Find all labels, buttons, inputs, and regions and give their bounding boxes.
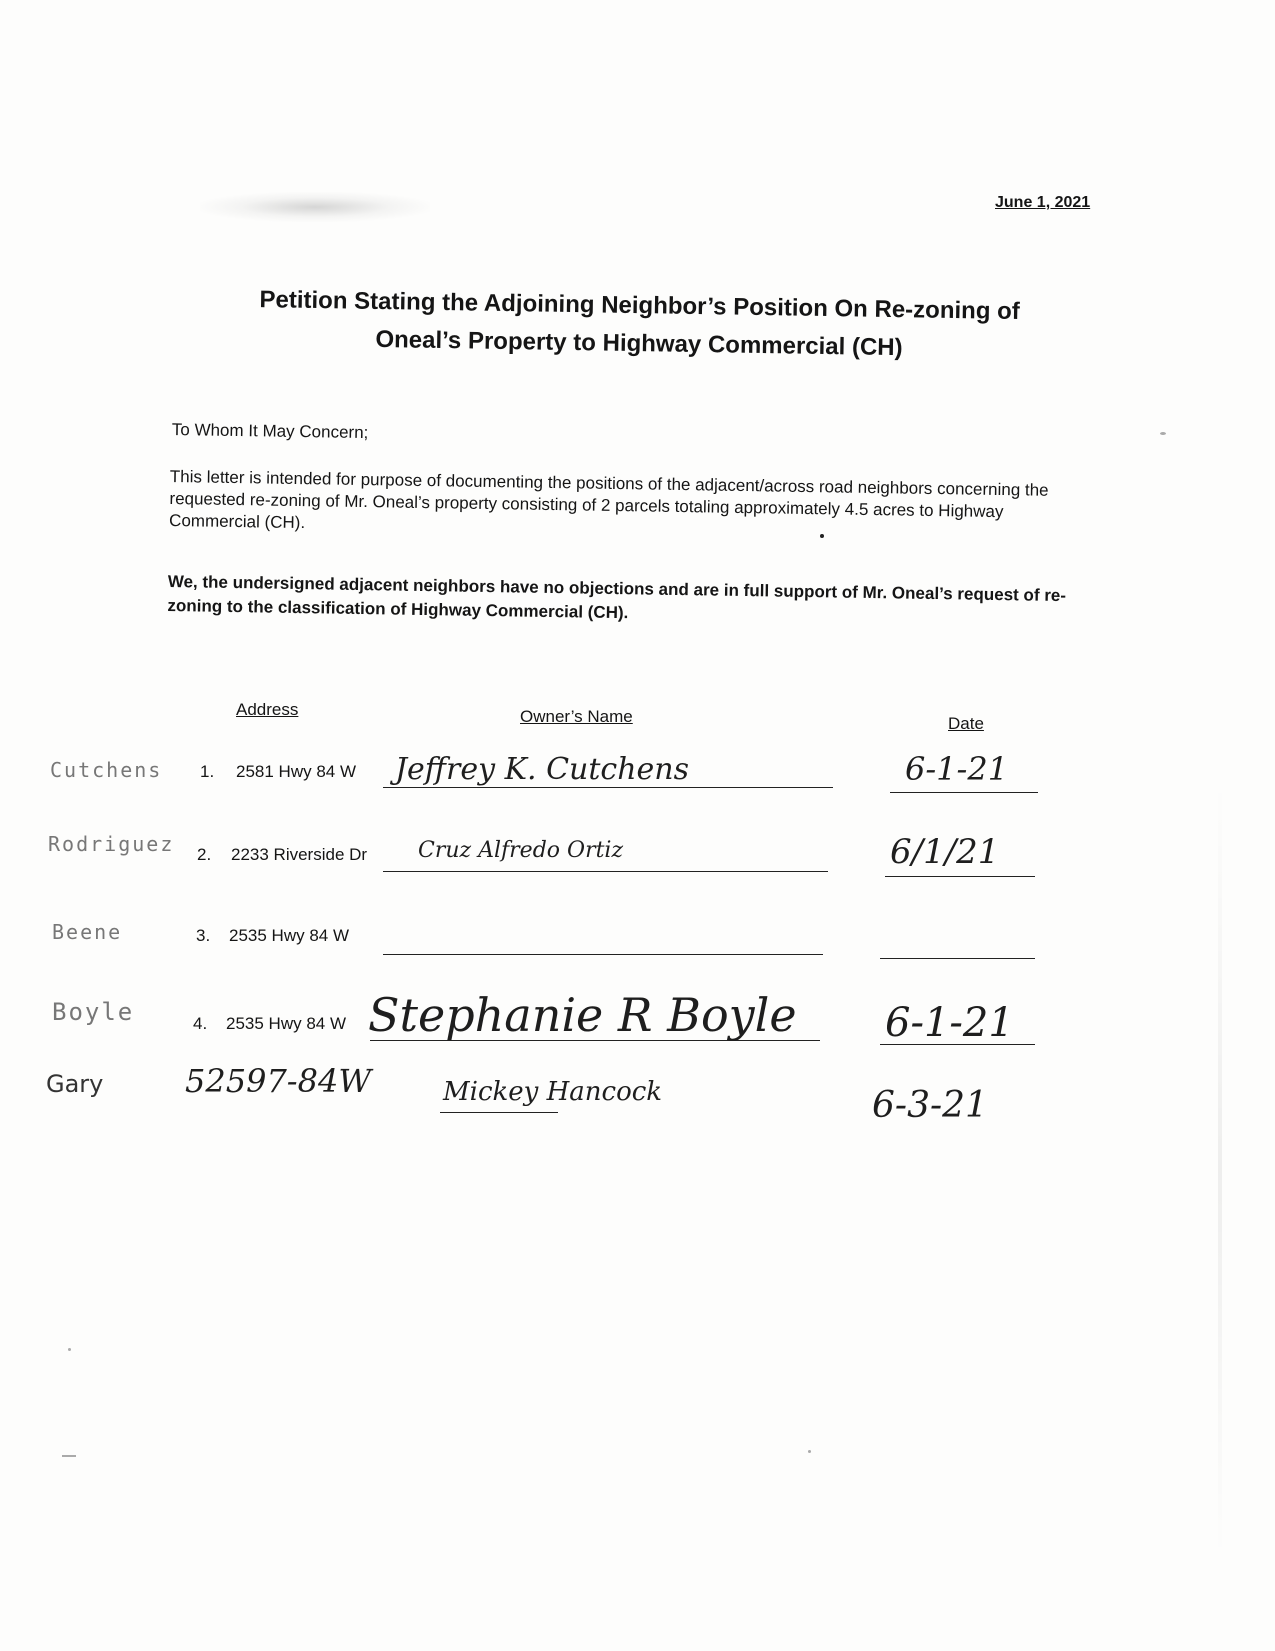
title-line-2: Oneal’s Property to Highway Commercial (CH)	[375, 325, 903, 362]
row-4-number: 4.	[193, 1014, 208, 1033]
scan-smudge	[200, 192, 430, 222]
column-header-owner-name: Owner’s Name	[520, 707, 633, 726]
handwritten-row-date: 6-3-21	[872, 1085, 988, 1126]
support-statement: We, the undersigned adjacent neighbors have no objections and are in full support of Mr. Oneal’s request of re-zoning to the classification of Highway Commercial (CH).	[167, 571, 1067, 623]
row-1-signature: Jeffrey K. Cutchens	[395, 752, 690, 787]
handwritten-row-name: Mickey Hancock	[443, 1077, 663, 1107]
handwritten-row-name-underline	[440, 1112, 558, 1113]
row-2-address: 2233 Riverside Dr	[231, 845, 368, 864]
row-1-address: 2581 Hwy 84 W	[236, 762, 356, 781]
row-2-signature-line	[383, 871, 828, 872]
salutation: To Whom It May Concern;	[171, 420, 369, 443]
row-2-date: 6/1/21	[890, 832, 1000, 872]
title-line-1: Petition Stating the Adjoining Neighbor’s Position On Re-zoning of	[259, 286, 1021, 326]
row-1-date-line	[890, 792, 1038, 793]
margin-note-row-3: Beene	[52, 920, 123, 944]
row-3-number: 3.	[196, 926, 211, 945]
row-4-signature: Stephanie R Boyle	[368, 988, 797, 1042]
margin-note-row-1: Cutchens	[50, 758, 163, 782]
document-date: June 1, 2021	[995, 194, 1091, 211]
purpose-paragraph: This letter is intended for purpose of documenting the positions of the adjacent/across road neighbors concerning the requested re-zoning of Mr. Oneal’s property consisting of 2 parcels totaling approximately 4.5 acres to Highway Commercial (CH).	[168, 466, 1049, 533]
row-1-number: 1.	[200, 762, 215, 781]
scan-speck	[62, 1455, 76, 1457]
row-2-date-line	[885, 876, 1035, 877]
handwritten-row-margin-note: Gary	[46, 1070, 104, 1098]
row-4-address: 2535 Hwy 84 W	[226, 1014, 346, 1033]
page-title	[189, 280, 1090, 370]
scan-speck	[1160, 432, 1166, 435]
handwritten-row-address: 52597-84W	[185, 1062, 372, 1100]
column-header-address: Address	[236, 700, 299, 719]
row-2-signature: Cruz Alfredo Ortiz	[418, 838, 624, 863]
scan-speck	[68, 1348, 71, 1351]
margin-note-row-4: Boyle	[52, 998, 135, 1026]
scan-speck	[808, 1450, 811, 1453]
column-header-date: Date	[948, 714, 984, 733]
scan-edge-shadow	[1218, 780, 1222, 1560]
row-3-address: 2535 Hwy 84 W	[229, 926, 349, 945]
row-1-date: 6-1-21	[905, 750, 1009, 788]
row-3-signature-line	[383, 954, 823, 955]
row-3-date-line	[880, 958, 1035, 959]
margin-note-row-2: Rodriguez	[48, 832, 175, 856]
row-1-signature-line	[383, 787, 833, 788]
row-4-date: 6-1-21	[885, 1000, 1014, 1046]
row-2-number: 2.	[197, 845, 212, 864]
